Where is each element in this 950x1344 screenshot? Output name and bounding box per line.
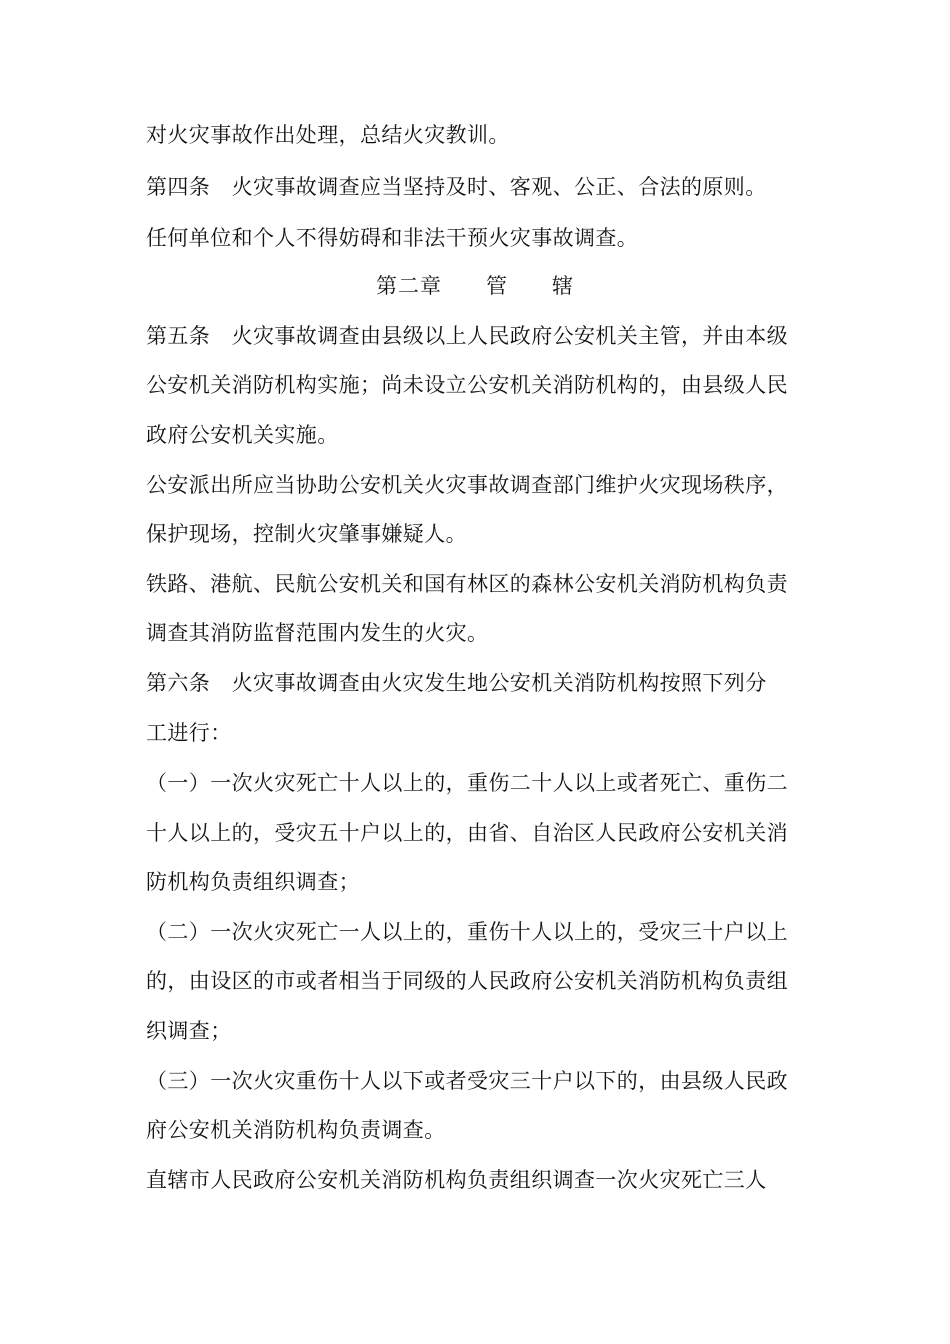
list-item-3-line: （三）一次火灾重伤十人以下或者受灾三十户以下的，由县级人民政 <box>146 1069 788 1093</box>
text-line: 的，由设区的市或者相当于同级的人民政府公安机关消防机构负责组 <box>146 969 788 993</box>
text-line: 织调查； <box>146 1019 232 1043</box>
text-line: 防机构负责组织调查； <box>146 870 360 894</box>
text-line: 公安派出所应当协助公安机关火灾事故调查部门维护火灾现场秩序， <box>146 473 788 497</box>
text-line: 十人以上的，受灾五十户以上的，由省、自治区人民政府公安机关消 <box>146 821 788 845</box>
chapter-heading: 第二章 管 辖 <box>376 274 574 298</box>
list-item-1-line: （一）一次火灾死亡十人以上的，重伤二十人以上或者死亡、重伤二 <box>146 771 788 795</box>
text-line: 保护现场，控制火灾肇事嫌疑人。 <box>146 522 467 546</box>
list-item-2-line: （二）一次火灾死亡一人以上的，重伤十人以上的，受灾三十户以上 <box>146 920 788 944</box>
article-6-line: 第六条 火灾事故调查由火灾发生地公安机关消防机构按照下列分 <box>146 671 767 695</box>
text-line: 府公安机关消防机构负责调查。 <box>146 1118 446 1142</box>
article-4-line: 第四条 火灾事故调查应当坚持及时、客观、公正、合法的原则。 <box>146 175 767 199</box>
text-line: 对火灾事故作出处理，总结火灾教训。 <box>146 123 510 147</box>
article-5-line: 第五条 火灾事故调查由县级以上人民政府公安机关主管，并由本级 <box>146 324 788 348</box>
text-line: 工进行： <box>146 721 232 745</box>
text-line: 直辖市人民政府公安机关消防机构负责组织调查一次火灾死亡三人 <box>146 1168 767 1192</box>
text-line: 政府公安机关实施。 <box>146 423 339 447</box>
text-line: 任何单位和个人不得妨碍和非法干预火灾事故调查。 <box>146 226 639 250</box>
text-line: 铁路、港航、民航公安机关和国有林区的森林公安机关消防机构负责 <box>146 572 788 596</box>
text-line: 公安机关消防机构实施；尚未设立公安机关消防机构的，由县级人民 <box>146 373 788 397</box>
text-line: 调查其消防监督范围内发生的火灾。 <box>146 621 489 645</box>
